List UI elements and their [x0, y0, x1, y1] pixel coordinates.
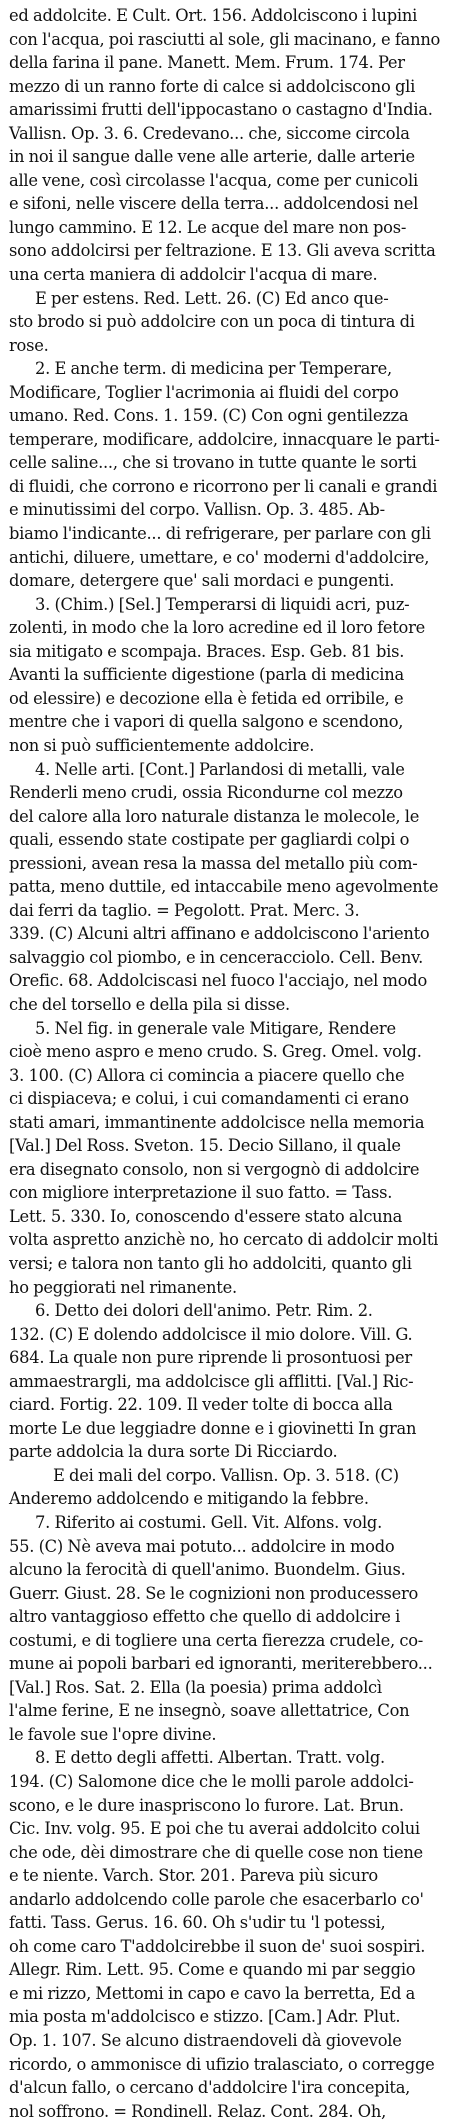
text-line: Renderli meno crudi, ossia Ricondurne col mezzo [9, 783, 403, 803]
text-line: in noi il sangue dalle vene alle arterie, dalle arterie [9, 147, 415, 167]
text-line: 2. E anche term. di medicina per Temperare, [35, 359, 392, 379]
text-line: 7. Riferito ai costumi. Gell. Vit. Alfons. volg. [35, 1513, 383, 1532]
text-line: E dei mali del corpo. Vallisn. Op. 3. 518. (C) [53, 1465, 399, 1485]
text-line: 339. (C) Alcuni altri affinano e addolciscono l'ariento [9, 924, 430, 944]
text-line: 3. 100. (C) Allora ci comincia a piacere quello che [9, 1065, 405, 1085]
text-line: e minutissimi del corpo. Vallisn. Op. 3. 485. Ab- [9, 500, 385, 520]
text-line: parte addolcia la dura sorte Di Ricciardo. [9, 1442, 338, 1462]
text-line: Guerr. Giust. 28. Se le cognizioni non producessero [9, 1583, 419, 1603]
text-line: salvaggio col piombo, e in cenceracciolo. Cell. Benv. [9, 947, 424, 967]
text-line: stati amari, immantinente addolcisce nella memoria [9, 1112, 425, 1132]
text-line: ammaestrargli, ma addolcisce gli afflitti. [Val.] Ric- [9, 1371, 414, 1391]
text-line: e sifoni, nelle viscere della terra... addolcendosi nel [9, 194, 419, 214]
text-line: amarissimi frutti dell'ippocastano o castagno d'India. [9, 100, 433, 120]
text-line: l'alme ferine, E ne insegnò, soave allettatrice, Con [9, 1701, 410, 1721]
text-line: non si può sufficientemente addolcire. [9, 735, 315, 755]
text-line: ciard. Fortig. 22. 109. Il veder tolte di bocca alla [9, 1395, 393, 1415]
text-line: Orefic. 68. Addolciscasi nel fuoco l'acciajo, nel modo [9, 971, 428, 991]
text-line: ci dispiaceva; e colui, i cui comandamenti ci erano [9, 1089, 409, 1109]
text-line: Modificare, Toglier l'acrimonia ai fluidi del corpo [9, 382, 399, 402]
text-line: ed addolcite. E Cult. Ort. 156. Addolciscono i lupini [9, 6, 418, 25]
text-line: mune ai popoli barbari ed ignoranti, meriterebbero... [9, 1654, 433, 1674]
text-line: Lett. 5. 330. Io, conoscendo d'essere stato alcuna [9, 1206, 403, 1226]
text-line: quali, essendo state costipate per gagliardi colpi o [9, 830, 410, 850]
text-line: una certa maniera di addolcir l'acqua di mare. [9, 265, 378, 285]
text-line: Anderemo addolcendo e mitigando la febbre. [9, 1489, 369, 1509]
text-line: antichi, diluere, umettare, e co' moderni d'addolcire, [9, 547, 430, 567]
text-line: 5. Nel fig. in generale vale Mitigare, Rendere [35, 1018, 396, 1038]
text-line: ho peggiorati nel rimanente. [9, 1277, 237, 1297]
text-line: lungo cammino. E 12. Le acque del mare non pos- [9, 217, 407, 237]
text-line: 4. Nelle arti. [Cont.] Parlandosi di metalli, vale [35, 759, 405, 779]
text-line: sia mitigato e scompaja. Braces. Esp. Geb. 81 bis. [9, 641, 405, 661]
text-line: temperare, modificare, addolcire, innacquare le parti- [9, 429, 440, 449]
text-line: 684. La quale non pure riprende li prosontuosi per [9, 1348, 412, 1368]
text-line: umano. Red. Cons. 1. 159. (C) Con ogni gentilezza [9, 406, 409, 426]
text-line: oh come caro T'addolcirebbe il suon de' suoi sospiri. [9, 1936, 426, 1956]
text-line: versi; e talora non tanto gli ho addolciti, quanto gli [9, 1253, 412, 1273]
text-line: rose. [9, 335, 49, 355]
text-line: mentre che i vapori di quella salgono e scendono, [9, 712, 404, 732]
text-line: Allegr. Rim. Lett. 95. Come e quando mi par seggio [9, 1960, 416, 1980]
text-line: pressioni, avean resa la massa del metallo più com- [9, 853, 418, 873]
text-line: 194. (C) Salomone dice che le molli parole addolci- [9, 1772, 414, 1792]
text-line: era disegnato consolo, non si vergognò di addolcire [9, 1159, 420, 1179]
text-line: 6. Detto dei dolori dell'animo. Petr. Rim. 2. [35, 1301, 373, 1321]
text-line: celle saline..., che si trovano in tutte quante le sorti [9, 453, 417, 473]
text-line: mia posta m'addolcisco e stizzo. [Cam.] Adr. Plut. [9, 2007, 401, 2027]
text-line: alle vene, così circolasse l'acqua, come per cunicoli [9, 170, 418, 190]
text-line: Op. 1. 107. Se alcuno distraendoveli dà giovevole [9, 2031, 402, 2051]
text-line: domare, detergere que' sali mordaci e pungenti. [9, 571, 395, 591]
text-line: sono addolcirsi per feltrazione. E 13. Gli aveva scritta [9, 241, 436, 261]
text-line: ricordo, o ammonisce di ufizio tralasciato, o corregge [9, 2054, 435, 2074]
text-line: e te niente. Varch. Stor. 201. Pareva più sicuro [9, 1866, 378, 1886]
text-line: scono, e le dure inaspriscono lo furore. Lat. Brun. [9, 1795, 404, 1815]
text-line: con migliore interpretazione il suo fatto. = Tass. [9, 1183, 393, 1203]
text-line: zolenti, in modo che la loro acredine ed il loro fetore [9, 618, 426, 638]
text-line: Cic. Inv. volg. 95. E poi che tu averai addolcito colui [9, 1819, 420, 1839]
text-line: volta aspretto anzichè no, ho cercato di addolcir molti [9, 1230, 439, 1250]
text-line: con l'acqua, poi rasciutti al sole, gli macinano, e fanno [9, 29, 441, 49]
text-line: andarlo addolcendo colle parole che esacerbarlo co' [9, 1889, 424, 1909]
text-line: 55. (C) Nè aveva mai potuto... addolcire in modo [9, 1536, 395, 1556]
text-line: d'alcun fallo, o cercano d'addolcire l'ira concepita, [9, 2078, 411, 2098]
text-line: dai ferri da taglio. = Pegolott. Prat. Merc. 3. [9, 900, 360, 920]
text-line: che ode, dèi dimostrare che di quelle cose non tiene [9, 1842, 423, 1862]
text-line: di fluidi, che corrono e ricorrono per li canali e grandi [9, 476, 438, 496]
text-line: del calore alla loro naturale distanza le molecole, le [9, 806, 420, 826]
text-line: E per estens. Red. Lett. 26. (C) Ed anco que- [35, 288, 389, 308]
text-line: morte Le due leggiadre donne e i giovinetti In gran [9, 1418, 417, 1438]
text-line: 8. E detto degli affetti. Albertan. Tratt. volg. [35, 1748, 385, 1768]
text-line: [Val.] Del Ross. Sveton. 15. Decio Sillano, il quale [9, 1136, 401, 1156]
text-line: sto brodo si può addolcire con un poca di tintura di [9, 312, 415, 332]
text-line: della farina il pane. Manett. Mem. Frum. 174. Per [9, 53, 405, 73]
text-line: alcuno la ferocità di quell'animo. Buondelm. Gius. [9, 1560, 406, 1580]
text-line: biamo l'indicante... di refrigerare, per parlare con gli [9, 524, 431, 544]
text-line: patta, meno duttile, ed intaccabile meno agevolmente [9, 877, 439, 897]
text-line: le favole sue l'opre divine. [9, 1724, 217, 1744]
text-line: od elessire) e decozione ella è fetida ed orribile, e [9, 688, 404, 708]
text-line: [Val.] Ros. Sat. 2. Ella (la poesia) prima addolcì [9, 1677, 382, 1697]
text-line: nol soffrono. = Rondinell. Relaz. Cont. 284. Oh, [9, 2101, 387, 2121]
text-line: costumi, e di togliere una certa fierezza crudele, co- [9, 1630, 424, 1650]
text-line: mezzo di un ranno forte di calce si addolciscono gli [9, 76, 416, 96]
text-line: Vallisn. Op. 3. 6. Credevano... che, siccome circola [9, 123, 410, 143]
text-line: Avanti la sufficiente digestione (parla di medicina [9, 665, 404, 685]
text-line: 3. (Chim.) [Sel.] Temperarsi di liquidi acri, puz- [35, 594, 410, 614]
text-line: altro vantaggioso effetto che quello di addolcire i [9, 1607, 401, 1627]
text-line: che del torsello e della pila si disse. [9, 994, 290, 1014]
text-line: cioè meno aspro e meno crudo. S. Greg. Omel. volg. [9, 1042, 422, 1062]
text-line: e mi rizzo, Mettomi in capo e cavo la berretta, Ed a [9, 1983, 416, 2003]
text-line: 132. (C) E dolendo addolcisce il mio dolore. Vill. G. [9, 1324, 413, 1344]
text-line: fatti. Tass. Gerus. 16. 60. Oh s'udir tu 'l potessi, [9, 1913, 386, 1933]
